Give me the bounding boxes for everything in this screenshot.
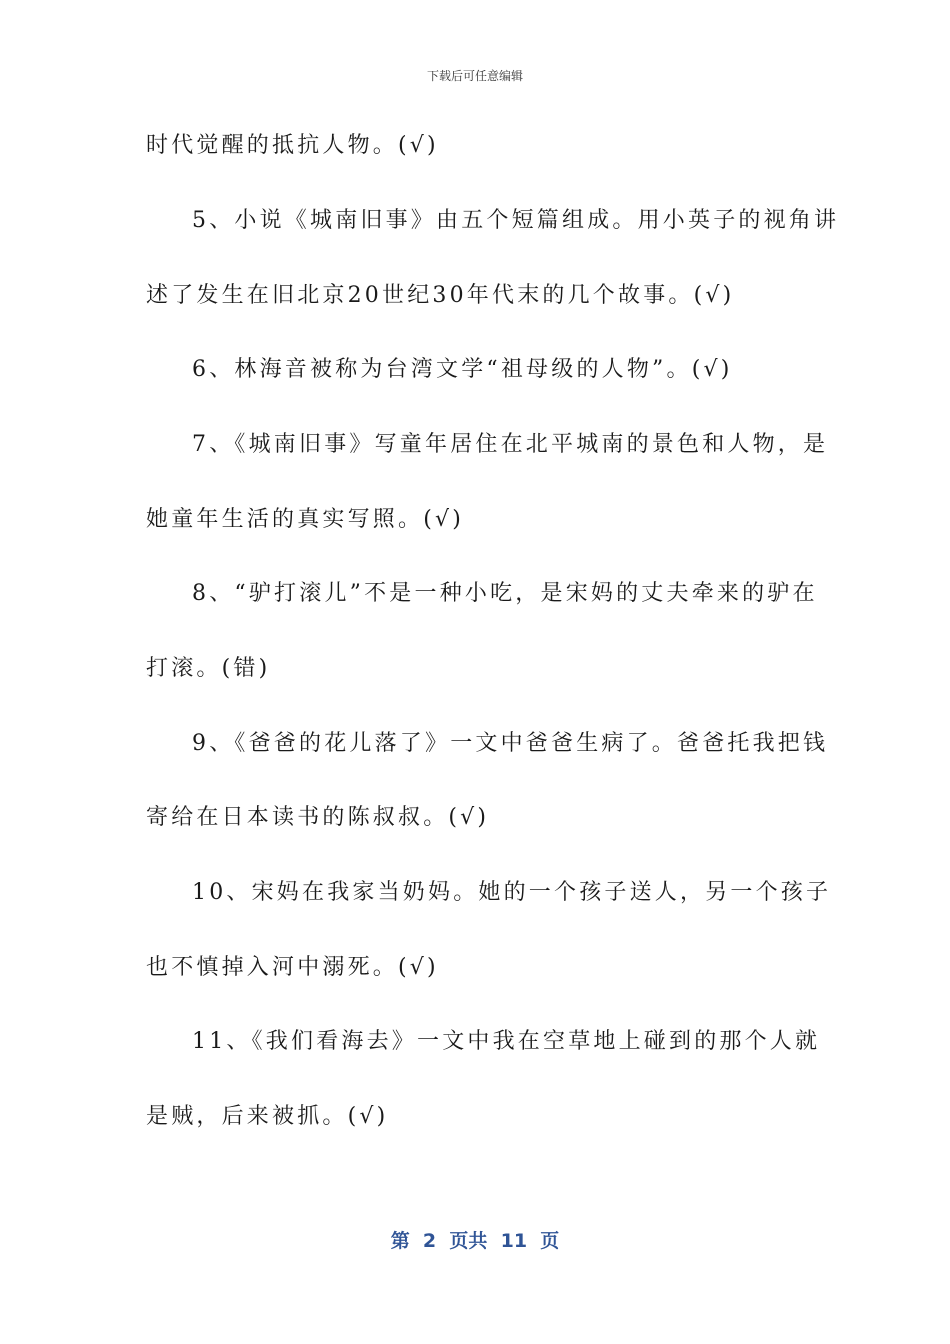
text-line-13: 11、《我们看海去》一文中我在空草地上碰到的那个人就 <box>192 1029 821 1054</box>
text-line-10: 寄给在日本读书的陈叔叔。(√) <box>146 805 490 830</box>
text-line-7: 8、“驴打滚儿”不是一种小吃，是宋妈的丈夫牵来的驴在 <box>192 581 818 606</box>
text-line-4: 6、林海音被称为台湾文学“祖母级的人物”。(√) <box>192 357 733 382</box>
page-number-footer: 第 2 页共 11 页 <box>390 1230 560 1252</box>
text-line-6: 她童年生活的真实写照。(√) <box>146 507 464 532</box>
text-line-11: 10、宋妈在我家当奶妈。她的一个孩子送人，另一个孩子 <box>192 880 832 905</box>
text-line-8: 打滚。(错) <box>146 656 271 681</box>
header-note: 下载后可任意编辑 <box>426 69 523 83</box>
text-line-5: 7、《城南旧事》写童年居住在北平城南的景色和人物，是 <box>192 432 829 457</box>
text-line-1: 时代觉醒的抵抗人物。(√) <box>146 133 439 158</box>
text-line-12: 也不慎掉入河中溺死。(√) <box>146 955 439 980</box>
text-line-14: 是贼，后来被抓。(√) <box>146 1104 389 1129</box>
text-line-2: 5、小说《城南旧事》由五个短篇组成。用小英子的视角讲 <box>192 208 840 233</box>
text-line-3: 述了发生在旧北京20世纪30年代末的几个故事。(√) <box>146 283 735 308</box>
text-line-9: 9、《爸爸的花儿落了》一文中爸爸生病了。爸爸托我把钱 <box>192 731 829 756</box>
